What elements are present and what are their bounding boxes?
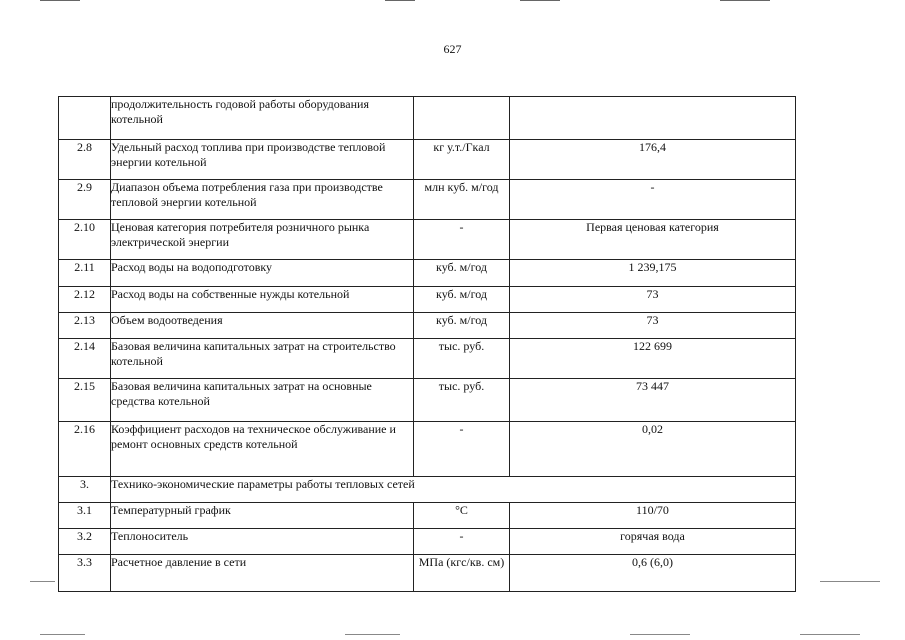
row-description: Теплоноситель: [111, 529, 414, 555]
parameters-table: [58, 96, 796, 592]
row-description: Температурный график: [111, 503, 414, 529]
row-description: Объем водоотведения: [111, 313, 414, 339]
table-row: [59, 313, 796, 339]
row-value: 122 699: [510, 339, 796, 379]
row-number: 2.16: [59, 422, 111, 477]
row-number: 2.11: [59, 260, 111, 287]
row-description: Расход воды на водоподготовку: [111, 260, 414, 287]
page-number: 627: [443, 42, 462, 56]
row-value: Первая ценовая категория: [510, 220, 796, 260]
scan-mark: [820, 581, 880, 582]
row-value: [510, 97, 796, 140]
row-description: Диапазон объема потребления газа при производстве тепловой энергии котельной: [111, 180, 414, 220]
row-description: Расход воды на собственные нужды котельной: [111, 287, 414, 313]
scan-mark: [30, 581, 55, 582]
row-description: Ценовая категория потребителя розничного рынка электрической энергии: [111, 220, 414, 260]
row-unit: кг у.т./Гкал: [414, 140, 510, 180]
table-row: [59, 379, 796, 422]
row-value: 110/70: [510, 503, 796, 529]
table-row: [59, 339, 796, 379]
row-value: 1 239,175: [510, 260, 796, 287]
row-unit: [414, 97, 510, 140]
row-description: продолжительность годовой работы оборудования котельной: [111, 97, 414, 140]
row-description: Расчетное давление в сети: [111, 555, 414, 592]
row-unit: куб. м/год: [414, 287, 510, 313]
row-number: 2.12: [59, 287, 111, 313]
row-unit: тыс. руб.: [414, 379, 510, 422]
section-row: [59, 477, 796, 503]
row-unit: -: [414, 220, 510, 260]
row-value: 73: [510, 287, 796, 313]
table-row: [59, 555, 796, 592]
scan-mark: [40, 634, 85, 635]
scan-mark: [520, 0, 560, 1]
row-unit: млн куб. м/год: [414, 180, 510, 220]
row-value: 0,02: [510, 422, 796, 477]
scan-mark: [40, 0, 80, 1]
row-description: Удельный расход топлива при производстве тепловой энергии котельной: [111, 140, 414, 180]
table-row: [59, 140, 796, 180]
row-value: 0,6 (6,0): [510, 555, 796, 592]
row-unit: тыс. руб.: [414, 339, 510, 379]
row-unit: -: [414, 529, 510, 555]
row-value: 73: [510, 313, 796, 339]
row-number: 3.2: [59, 529, 111, 555]
row-description: Коэффициент расходов на техническое обслуживание и ремонт основных средств котельной: [111, 422, 414, 477]
scan-mark: [385, 0, 415, 1]
row-unit: куб. м/год: [414, 260, 510, 287]
row-unit: куб. м/год: [414, 313, 510, 339]
row-number: 3.1: [59, 503, 111, 529]
row-number: 2.15: [59, 379, 111, 422]
scan-mark: [345, 634, 400, 635]
scan-mark: [630, 634, 690, 635]
row-unit: -: [414, 422, 510, 477]
row-number: 2.8: [59, 140, 111, 180]
row-unit: МПа (кгс/кв. см): [414, 555, 510, 592]
row-description: Базовая величина капитальных затрат на основные средства котельной: [111, 379, 414, 422]
table-row: [59, 503, 796, 529]
row-value: 176,4: [510, 140, 796, 180]
table-row: [59, 287, 796, 313]
section-title: Технико-экономические параметры работы тепловых сетей: [111, 477, 796, 503]
table-row: [59, 220, 796, 260]
row-number: 2.14: [59, 339, 111, 379]
scan-mark: [800, 634, 860, 635]
table-row: [59, 260, 796, 287]
table-row: [59, 180, 796, 220]
row-number: 2.10: [59, 220, 111, 260]
row-number: 3.3: [59, 555, 111, 592]
scan-mark: [720, 0, 770, 1]
table-row: [59, 529, 796, 555]
row-value: 73 447: [510, 379, 796, 422]
row-number: 2.13: [59, 313, 111, 339]
section-number: 3.: [59, 477, 111, 503]
row-number: [59, 97, 111, 140]
row-value: горячая вода: [510, 529, 796, 555]
row-description: Базовая величина капитальных затрат на строительство котельной: [111, 339, 414, 379]
row-number: 2.9: [59, 180, 111, 220]
table-row: [59, 97, 796, 140]
row-value: -: [510, 180, 796, 220]
row-unit: °С: [414, 503, 510, 529]
table-row: [59, 422, 796, 477]
